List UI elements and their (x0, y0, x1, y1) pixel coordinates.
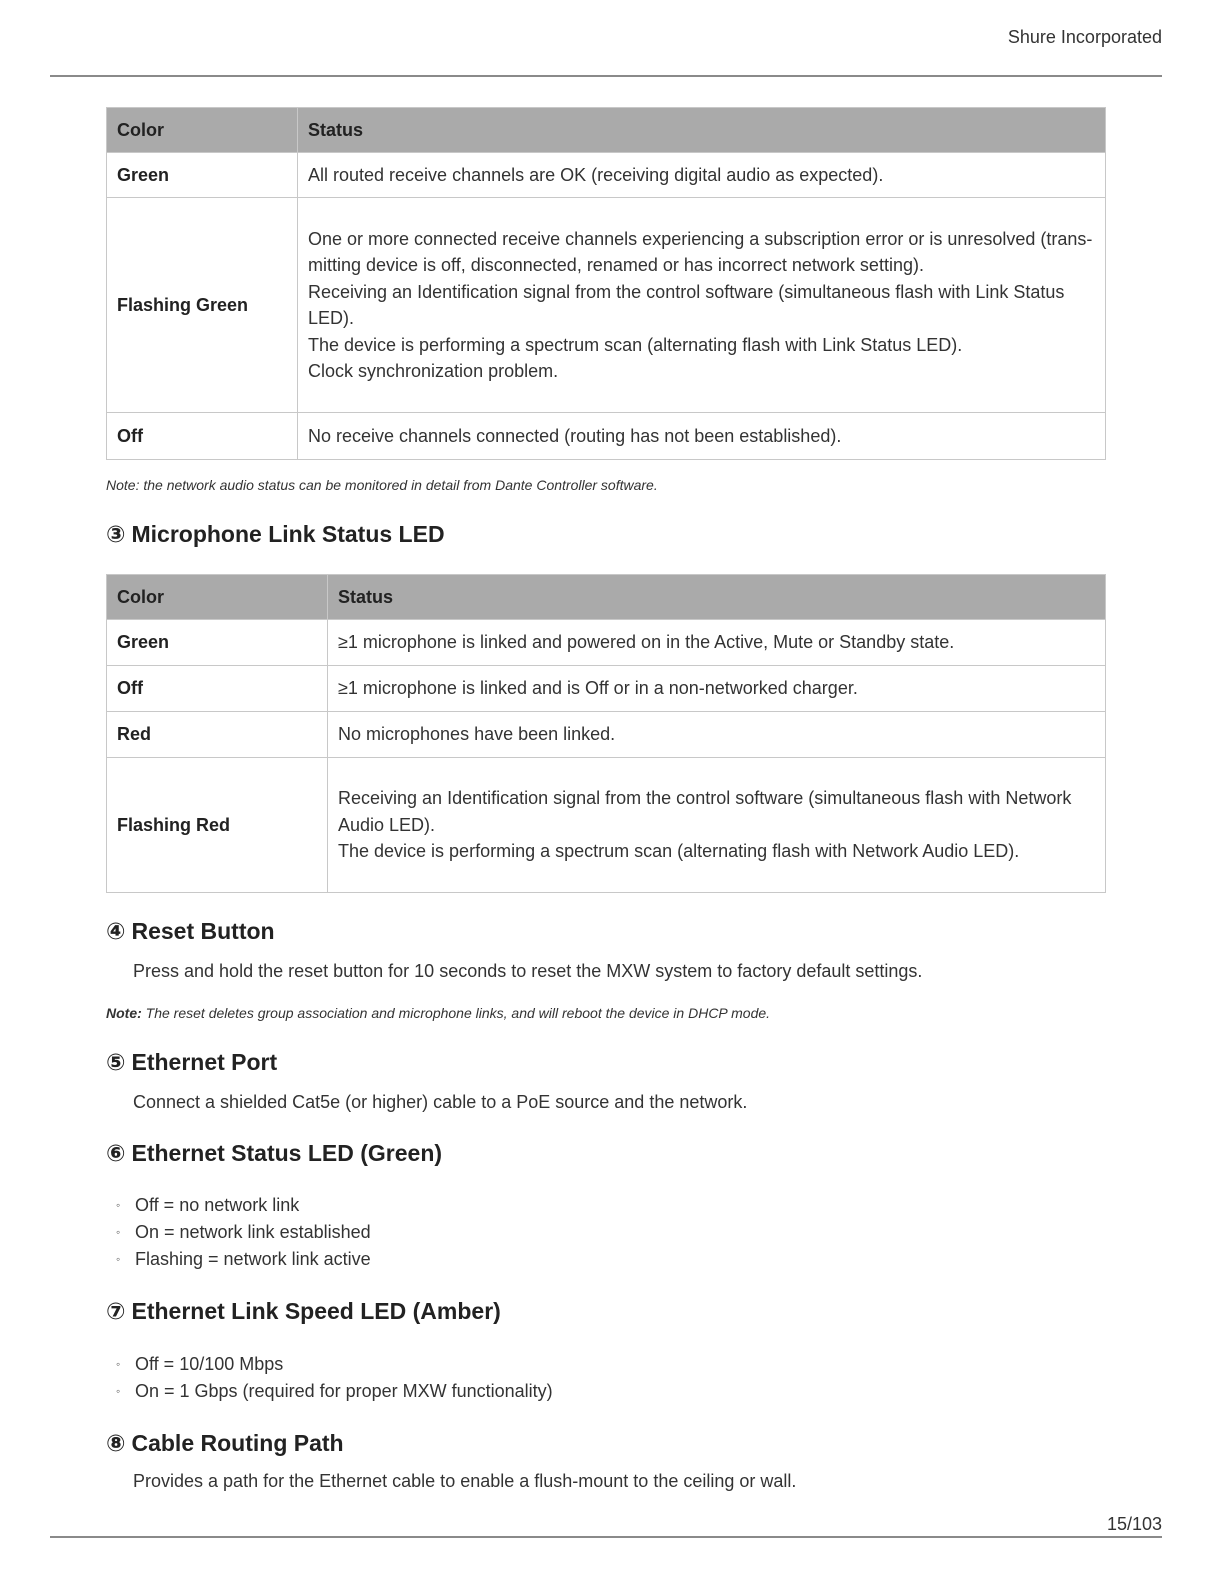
section-number: ⑧ (106, 1430, 126, 1456)
bullet-icon: ◦ (116, 1252, 121, 1266)
status-cell (328, 620, 1106, 666)
status-cell (298, 198, 1106, 413)
status-line: The device is performing a spectrum scan (alternating flash with Network Audio LED). (338, 841, 1020, 862)
status-line: The device is performing a spectrum scan (alternating flash with Link Status LED). (308, 334, 963, 355)
link-speed-list (106, 1351, 553, 1405)
note-text: The reset deletes group association and microphone links, and will reboot the device in DHCP mode. (141, 1005, 771, 1021)
table-header-row (107, 108, 1106, 153)
color-cell: Green (107, 153, 298, 198)
color-cell: Off (107, 666, 328, 712)
color-cell: Flashing Red (107, 758, 328, 893)
section-number: ④ (106, 918, 126, 944)
column-header-status: Status (328, 575, 1106, 620)
section-heading-ethernet-status (106, 1140, 442, 1167)
status-cell (298, 413, 1106, 460)
cable-routing-description: Provides a path for the Ethernet cable to enable a flush-mount to the ceiling or wall. (133, 1471, 797, 1491)
color-cell: Red (107, 712, 328, 758)
status-cell (328, 666, 1106, 712)
section-title: Ethernet Port (131, 1049, 278, 1075)
section-heading-ethernet-port (106, 1049, 277, 1076)
list-item (106, 1219, 371, 1246)
section-title: Reset Button (131, 918, 275, 944)
table-row (107, 666, 1106, 712)
ethernet-port-description: Connect a shielded Cat5e (or higher) cable to a PoE source and the network. (133, 1092, 748, 1112)
section-title: Microphone Link Status LED (131, 521, 445, 547)
status-line: LED). (308, 308, 355, 328)
status-line: ≥1 microphone is linked and powered on in the Active, Mute or Standby state. (338, 632, 955, 653)
table-row (107, 413, 1106, 460)
section-heading-cable-routing (106, 1430, 344, 1457)
status-line: No receive channels connected (routing has not been established). (308, 425, 842, 446)
list-item-text: Flashing = network link active (135, 1249, 371, 1269)
status-line: Audio LED). (338, 814, 436, 835)
status-line: Clock synchronization problem. (308, 361, 559, 381)
status-cell (328, 712, 1106, 758)
status-line: No microphones have been linked. (338, 724, 616, 745)
page-number: 15/103 (1106, 1514, 1162, 1534)
status-line: ≥1 microphone is linked and is Off or in a non-networked charger. (338, 678, 858, 699)
table-row (107, 758, 1106, 893)
status-cell (328, 758, 1106, 893)
status-line: Receiving an Identification signal from the control software (simultaneous flash with Network (338, 788, 1072, 809)
list-item (106, 1192, 371, 1219)
table-row (107, 712, 1106, 758)
reset-note (106, 1005, 770, 1021)
list-item-text: On = 1 Gbps (required for proper MXW functionality) (135, 1381, 553, 1401)
section-number: ⑥ (106, 1140, 126, 1166)
table-row (107, 153, 1106, 198)
section-title: Cable Routing Path (131, 1430, 344, 1456)
list-item (106, 1351, 553, 1378)
column-header-color: Color (107, 108, 298, 153)
list-item (106, 1246, 371, 1273)
status-line: One or more connected receive channels experiencing a subscription error or is unresolved (trans- (308, 228, 1093, 249)
status-cell (298, 153, 1106, 198)
dante-note: Note: the network audio status can be monitored in detail from Dante Controller software. (106, 477, 658, 493)
list-item-text: Off = no network link (135, 1195, 300, 1215)
mic-link-led-table (106, 574, 1106, 893)
header-divider (50, 75, 1162, 77)
reset-description: Press and hold the reset button for 10 seconds to reset the MXW system to factory default settings. (133, 961, 923, 981)
bullet-icon: ◦ (116, 1198, 121, 1212)
table-row (107, 620, 1106, 666)
column-header-color: Color (107, 575, 328, 620)
color-cell: Off (107, 413, 298, 460)
footer-divider (50, 1536, 1162, 1538)
status-line: mitting device is off, disconnected, renamed or has incorrect network setting). (308, 255, 924, 275)
color-cell: Flashing Green (107, 198, 298, 413)
list-item-text: On = network link established (135, 1222, 371, 1242)
table-row (107, 198, 1106, 413)
section-number: ③ (106, 521, 126, 547)
section-heading-link-speed (106, 1298, 501, 1325)
section-heading-reset (106, 918, 275, 945)
color-cell: Green (107, 620, 328, 666)
note-label: Note: (106, 1005, 142, 1021)
section-title: Ethernet Link Speed LED (Amber) (131, 1298, 501, 1324)
list-item (106, 1378, 553, 1405)
status-line: All routed receive channels are OK (receiving digital audio as expected). (308, 164, 884, 185)
section-heading-mic-link (106, 521, 445, 548)
status-line: Receiving an Identification signal from the control software (simultaneous flash with Link Status (308, 281, 1065, 302)
section-title: Ethernet Status LED (Green) (131, 1140, 443, 1166)
bullet-icon: ◦ (116, 1357, 121, 1371)
ethernet-status-list (106, 1192, 371, 1273)
bullet-icon: ◦ (116, 1384, 121, 1398)
column-header-status: Status (298, 108, 1106, 153)
header-company: Shure Incorporated (1007, 27, 1162, 47)
section-number: ⑤ (106, 1049, 126, 1075)
table-header-row (107, 575, 1106, 620)
section-number: ⑦ (106, 1298, 126, 1324)
network-audio-led-table (106, 107, 1106, 460)
list-item-text: Off = 10/100 Mbps (135, 1354, 284, 1374)
bullet-icon: ◦ (116, 1225, 121, 1239)
